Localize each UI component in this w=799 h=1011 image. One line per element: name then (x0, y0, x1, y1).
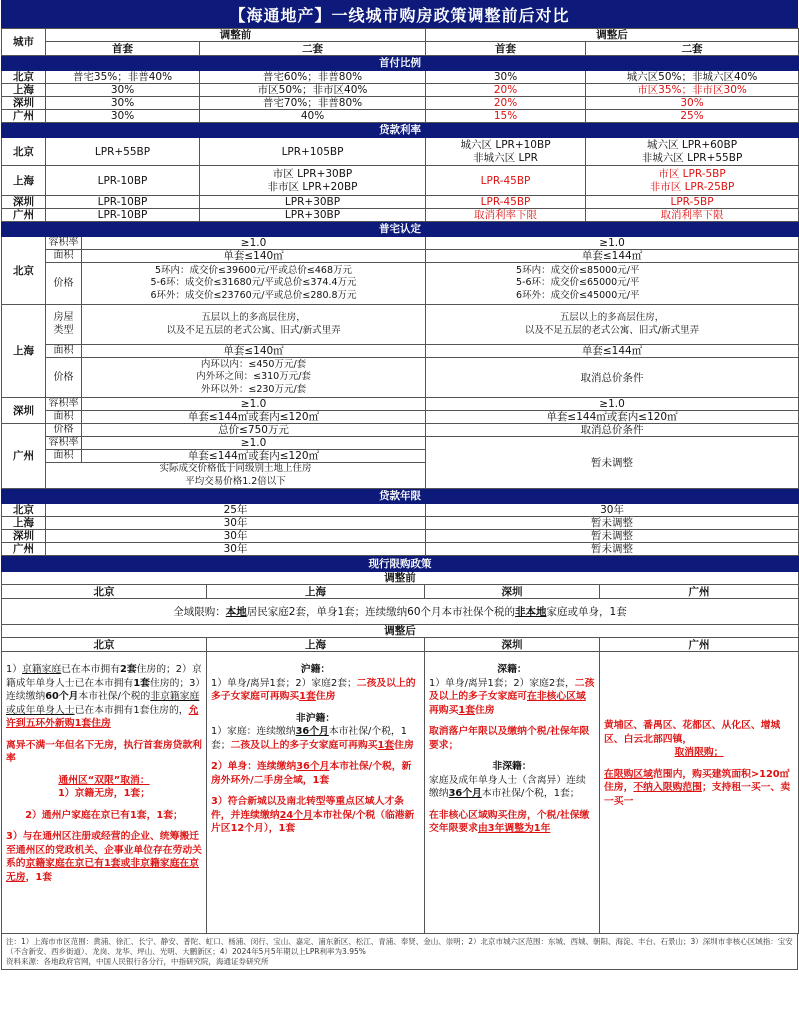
beijing-after-policy (2, 652, 207, 934)
text: 允许到五环外新购1套住房 (6, 704, 199, 729)
cell: 5环内：成交价≤85000元/平 5-6环：成交价≤65000元/平 6环外：成交价≤45000元/平 (426, 263, 799, 305)
row-label: 面积 (46, 250, 82, 263)
cell: ≥1.0 (82, 398, 426, 411)
cell: 单套≤140㎡ (82, 345, 426, 358)
cell: 30年 (46, 530, 426, 543)
text: 1） (6, 664, 23, 675)
city-label: 深圳 (425, 638, 600, 652)
cell: 15% (426, 110, 586, 123)
cell: ≥1.0 (426, 237, 799, 250)
text: 取消限购； (674, 747, 724, 758)
cell: LPR-10BP (46, 209, 200, 222)
cell: 普宅35%；非普40% (46, 71, 200, 84)
cell: 五层以上的多高层住房， 以及不足五层的老式公寓、旧式/新式里弄 (82, 305, 426, 345)
text: 1）单身/离异1套；2）家庭2套； (211, 677, 357, 689)
cell: 单套≤144㎡ (426, 250, 799, 263)
city-header: 城市 (2, 29, 46, 56)
text: 家庭及成年单身人士（含离异）连续缴纳 (429, 774, 586, 799)
cell: 单套≤144㎡或套内≤120㎡ (426, 411, 799, 424)
after-first-header: 首套 (426, 42, 586, 56)
section-purchase-limit: 现行限购政策 (2, 557, 799, 572)
text: 住房的；2）京籍成年单身人士已在本市拥有 (6, 664, 202, 689)
cell: 城六区 LPR+10BP 非城六区 LPR (426, 138, 586, 166)
before-first-header: 首套 (46, 42, 200, 56)
cell: LPR-5BP (586, 196, 799, 209)
row-label: 容积率 (46, 437, 82, 450)
text: 2）单身：连续缴纳 (211, 761, 297, 772)
cell: 30% (46, 84, 200, 97)
city-label: 上海 (207, 585, 425, 599)
cell: ≥1.0 (82, 437, 426, 450)
text: 不纳入限购范围 (633, 782, 702, 793)
text: 2）通州户家庭在京已有1套，1套； (25, 809, 183, 821)
text: ，1套 (25, 871, 53, 883)
text: 住房 (475, 704, 495, 716)
cell: LPR+30BP (200, 196, 426, 209)
city-label: 上海 (2, 517, 46, 530)
cell: 单套≤140㎡ (82, 250, 426, 263)
city-label: 上海 (2, 84, 46, 97)
city-label: 深圳 (2, 97, 46, 110)
after-subheader: 调整后 (2, 625, 799, 638)
section-loan-term: 贷款年限 (2, 489, 799, 504)
text: 本市社保/个税， (329, 761, 402, 772)
text: 36个月 (448, 788, 482, 799)
text: 离异不满一年但名下无房，执行首套房贷款利率 (6, 739, 202, 764)
text: 3）与在通州区注册或经营的企业、统筹搬迁至通州区的党政机关、企事业单位存在劳动关系的 (6, 831, 202, 869)
text: 本市社保/个税，1套； (211, 726, 407, 751)
text: 取消落户年限以及缴纳个税/社保年限要求； (429, 726, 590, 751)
text: 全域限购： (173, 605, 226, 618)
cell: 30% (586, 97, 799, 110)
text: 二孩及以上的多子女家庭可 (429, 677, 595, 702)
city-label: 上海 (2, 166, 46, 196)
cell: 市区 LPR-5BP 非市区 LPR-25BP (586, 166, 799, 196)
cell: 取消总价条件 (426, 358, 799, 398)
before-second-header: 二套 (200, 42, 426, 56)
row-label: 面积 (46, 345, 82, 358)
table-row (2, 196, 799, 209)
text: 1）单身/离异1套；2）家庭2套， (429, 677, 575, 689)
comparison-table (1, 28, 799, 556)
city-label: 广州 (2, 209, 46, 222)
cell: 普宅70%；非普80% (200, 97, 426, 110)
cell: 暂未调整 (426, 517, 799, 530)
table-row (2, 209, 799, 222)
text: 住房 (315, 691, 336, 702)
text: 本市社保/个税的 (78, 691, 151, 702)
cell: 5环内：成交价≤39600元/平或总价≤468万元 5-6环：成交价≤31680元/平或总价≤374.4万元 6环外：成交价≤23760元/平或总价≤280.8万元 (82, 263, 426, 305)
text: 在非核心区域 (526, 691, 586, 702)
text: 在限购区域 (604, 768, 653, 780)
text: 非沪籍： (295, 712, 336, 724)
text: 沪籍： (300, 664, 331, 675)
city-label: 上海 (207, 638, 425, 652)
cell: 取消总价条件 (426, 424, 799, 437)
cell: 总价≤750万元 (82, 424, 426, 437)
cell: 城六区50%；非城六区40% (586, 71, 799, 84)
cell: 市区35%；非市区30% (586, 84, 799, 97)
cell: 单套≤144㎡或套内≤120㎡ (82, 450, 426, 463)
table-row (2, 71, 799, 84)
table-row (2, 97, 799, 110)
text: 深籍： (497, 664, 527, 675)
row-label: 面积 (46, 411, 82, 424)
cell: LPR+105BP (200, 138, 426, 166)
text: 本地 (225, 605, 247, 618)
text: 由3年调整为1年 (477, 823, 551, 834)
text: 通州区“双限”取消： (58, 774, 150, 786)
cell: 40% (200, 110, 426, 123)
cell: 暂未调整 (426, 530, 799, 543)
text: 本市社保/个税（临港新片区12个月），1套 (211, 809, 415, 834)
row-label: 价格 (46, 424, 82, 437)
text: 再购买 (429, 704, 459, 716)
footnote-source: 资料来源：各地政府官网，中国人民银行各分行，中指研究院，海通证券研究所 (6, 957, 269, 966)
city-label: 北京 (2, 585, 207, 599)
table-row (2, 110, 799, 123)
cell: 30% (46, 97, 200, 110)
text: 黄埔区、番禺区、花都区、从化区、增城区、白云北部四镇， (604, 720, 781, 745)
cell: 市区50%；非市区40% (200, 84, 426, 97)
cell: ≥1.0 (82, 237, 426, 250)
section-down-payment: 首付比例 (2, 56, 799, 71)
text: 在非核心区域购买住房，个税/社保缴交年限要求 (429, 809, 590, 834)
text: 本市社保/个税，1套； (481, 788, 580, 799)
text: 二孩及以上的多子女家庭可再购买 (230, 739, 378, 751)
text: 住房 (394, 739, 414, 751)
text: 非京籍家庭或成年单身人士 (6, 691, 200, 716)
shenzhen-after-policy (425, 652, 600, 934)
text: 1套 (299, 691, 316, 702)
city-label: 深圳 (2, 530, 46, 543)
text: 新房外环外/二手房全域，1套 (211, 761, 412, 786)
row-label: 价格 (46, 263, 82, 305)
cell: 25% (586, 110, 799, 123)
text: 京籍家庭在京已有1套或非京籍家庭在京无房 (6, 858, 199, 883)
text: 60个月 (45, 691, 79, 702)
before-header: 调整前 (46, 29, 426, 42)
cell: 20% (426, 84, 586, 97)
city-label: 深圳 (2, 196, 46, 209)
cell: 取消利率下限 (586, 209, 799, 222)
cell: 单套≤144㎡ (426, 345, 799, 358)
guangzhou-after-policy (600, 652, 799, 934)
after-second-header: 二套 (586, 42, 799, 56)
page (1, 0, 798, 970)
city-label: 北京 (2, 638, 207, 652)
cell: LPR-45BP (426, 196, 586, 209)
city-label: 深圳 (425, 585, 600, 599)
row-label: 容积率 (46, 237, 82, 250)
city-label: 上海 (2, 305, 46, 398)
city-label: 北京 (2, 138, 46, 166)
cell: LPR-45BP (426, 166, 586, 196)
section-ordinary-housing: 普宅认定 (2, 222, 799, 237)
footnote (1, 934, 798, 970)
cell: 30% (426, 71, 586, 84)
cell: 市区 LPR+30BP 非市区 LPR+20BP (200, 166, 426, 196)
text: 1套 (133, 677, 150, 689)
cell: 30年 (426, 504, 799, 517)
city-label: 广州 (2, 110, 46, 123)
text: 3）符合新城以及南北转型等重点区域人才条件，并连续缴纳 (211, 796, 404, 821)
row-label: 面积 (46, 450, 82, 463)
city-label: 广州 (2, 543, 46, 556)
text: 居民家庭2套，单身1套；连续缴纳60个月本市社保个税的 (246, 605, 516, 618)
text: ；支持租一买一、卖一买一 (604, 782, 791, 807)
text: 范围内，购买建筑面积>120㎡住房， (604, 768, 790, 793)
text: 已在本市拥有1套住房的， (74, 704, 189, 716)
cell: 25年 (46, 504, 426, 517)
cell: LPR+55BP (46, 138, 200, 166)
cell: 城六区 LPR+60BP 非城六区 LPR+55BP (586, 138, 799, 166)
city-label: 北京 (2, 71, 46, 84)
cell: LPR-10BP (46, 196, 200, 209)
purchase-limit-table (1, 556, 799, 934)
text: 1）京籍无房，1套； (57, 788, 150, 799)
text: 已在本市拥有 (61, 664, 120, 675)
cell: 暂未调整 (426, 437, 799, 489)
before-limit-text (2, 599, 799, 625)
cell: 五层以上的多高层住房， 以及不足五层的老式公寓、旧式/新式里弄 (426, 305, 799, 345)
city-label: 深圳 (2, 398, 46, 424)
row-label: 价格 (46, 358, 82, 398)
text: 二孩及以上的多子女家庭可再购买 (211, 677, 416, 702)
text: 京籍家庭 (22, 664, 62, 675)
text: 36个月 (295, 726, 329, 737)
text: 36个月 (296, 761, 330, 772)
cell: 暂未调整 (426, 543, 799, 556)
table-row (2, 138, 799, 166)
city-label: 广州 (2, 424, 46, 489)
cell: 20% (426, 97, 586, 110)
cell: 取消利率下限 (426, 209, 586, 222)
city-label: 广州 (600, 638, 799, 652)
cell: 内环以内：≤450万元/套 内外环之间：≤310万元/套 外环以外：≤230万元/套 (82, 358, 426, 398)
text: 住房的；3）连续缴纳 (6, 677, 201, 702)
cell: ≥1.0 (426, 398, 799, 411)
city-label: 北京 (2, 504, 46, 517)
cell: 30年 (46, 517, 426, 530)
text: 家庭或单身，1套 (546, 605, 627, 618)
row-label: 容积率 (46, 398, 82, 411)
text: 1）家庭：连续缴纳 (211, 726, 296, 737)
row-label: 房屋 类型 (46, 305, 82, 345)
footnote-notes: 注：1）上海市市区范围：黄浦、徐汇、长宁、静安、普陀、虹口、杨浦、闵行、宝山、嘉定、浦东新区、松江、青浦、奉贤、金山、崇明；2）北京市城六区范围：东城、西城、朝阳、海淀、丰台、石景山；3）深圳市非核心区域指：宝安（不含新安、西乡街道）、龙岗、龙华、坪山、光明、大鹏新区；4）2024年5月5年期以上LPR利率为3.95% (6, 937, 793, 956)
text: 非深籍： (492, 761, 532, 772)
text: 2套 (120, 664, 137, 675)
section-loan-rate: 贷款利率 (2, 123, 799, 138)
after-header: 调整后 (426, 29, 799, 42)
city-label: 广州 (600, 585, 799, 599)
text: 1套 (377, 739, 395, 751)
cell: 30年 (46, 543, 426, 556)
cell: LPR-10BP (46, 166, 200, 196)
text: 非本地 (515, 605, 547, 618)
city-label: 北京 (2, 237, 46, 305)
page-title: 【海通地产】一线城市购房政策调整前后对比 (1, 0, 798, 28)
table-row (2, 84, 799, 97)
cell: 普宅60%；非普80% (200, 71, 426, 84)
text: 24个月 (279, 809, 313, 821)
shanghai-after-policy (207, 652, 425, 934)
before-subheader: 调整前 (2, 572, 799, 585)
cell: 30% (46, 110, 200, 123)
cell: LPR+30BP (200, 209, 426, 222)
cell: 单套≤144㎡或套内≤120㎡ (82, 411, 426, 424)
table-row (2, 166, 799, 196)
text: 1套 (458, 704, 476, 716)
cell: 实际成交价格低于同级别土地上住房 平均交易价格1.2倍以下 (46, 463, 426, 489)
